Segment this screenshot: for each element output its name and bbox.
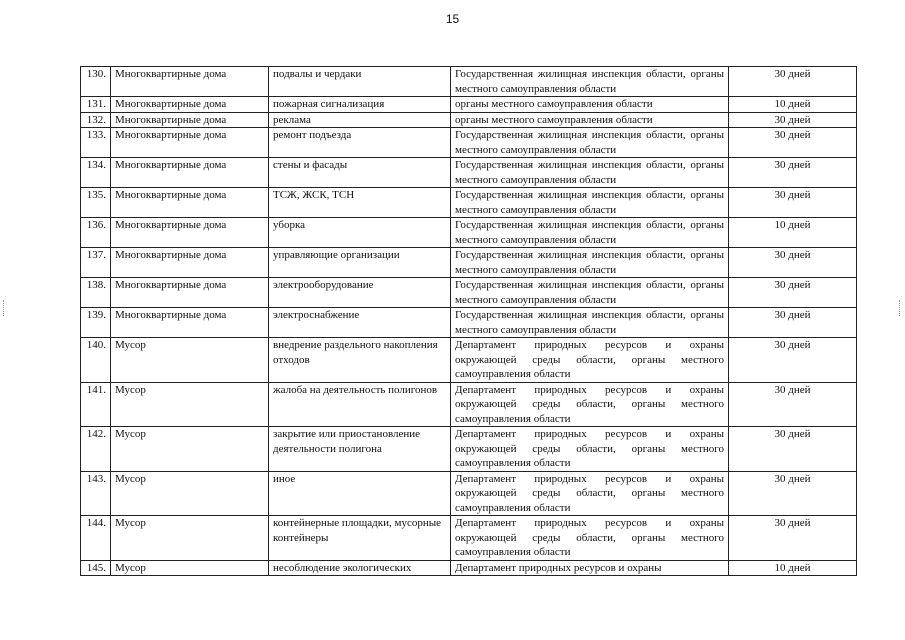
table-row	[81, 308, 857, 338]
deadline-cell-text: 10 дней	[774, 219, 811, 231]
topic-cell	[269, 278, 451, 308]
row-number	[81, 278, 111, 308]
agency-cell-text: Департамент природных ресурсов и охраны окружающей среды области, органы местного самоуправления области	[455, 517, 724, 558]
table-row	[81, 97, 857, 113]
deadline-cell	[729, 338, 857, 383]
deadline-cell	[729, 128, 857, 158]
agency-cell	[451, 128, 729, 158]
topic-cell	[269, 67, 451, 97]
topic-cell-text: контейнерные площадки, мусорные контейнеры	[273, 517, 441, 544]
category-cell	[111, 308, 269, 338]
agency-cell-text: органы местного самоуправления области	[455, 113, 653, 126]
row-number-text: 135.	[86, 189, 106, 201]
agency-cell-text: Государственная жилищная инспекция области, органы местного самоуправления области	[455, 189, 724, 216]
topic-cell	[269, 97, 451, 113]
agency-cell-text: Государственная жилищная инспекция области, органы местного самоуправления области	[455, 129, 724, 156]
category-cell	[111, 248, 269, 278]
agency-cell-text: Государственная жилищная инспекция области, органы местного самоуправления области	[455, 159, 724, 186]
category-cell-text: Многоквартирные дома	[115, 279, 227, 291]
row-number	[81, 308, 111, 338]
agency-cell	[451, 471, 729, 516]
category-cell	[111, 382, 269, 427]
table-row	[81, 382, 857, 427]
deadline-cell	[729, 158, 857, 188]
table-row	[81, 158, 857, 188]
row-number-text: 141.	[86, 383, 106, 396]
deadline-cell-text: 30 дней	[774, 129, 811, 141]
agency-cell	[451, 382, 729, 427]
topic-cell-text: пожарная сигнализация	[273, 98, 385, 110]
deadline-cell	[729, 248, 857, 278]
topic-cell	[269, 248, 451, 278]
row-number	[81, 188, 111, 218]
category-cell	[111, 158, 269, 188]
agency-cell	[451, 427, 729, 472]
row-number	[81, 427, 111, 472]
row-number-text: 143.	[86, 472, 106, 485]
table-row	[81, 560, 857, 575]
category-cell	[111, 516, 269, 561]
deadline-cell-text: 30 дней	[774, 383, 811, 396]
agency-cell	[451, 112, 729, 128]
agency-cell	[451, 516, 729, 561]
category-cell	[111, 188, 269, 218]
topic-cell-text: стены и фасады	[273, 159, 348, 171]
deadline-cell	[729, 67, 857, 97]
topic-cell-text: управляющие организации	[273, 249, 400, 261]
row-number	[81, 97, 111, 113]
row-number	[81, 382, 111, 427]
deadline-cell	[729, 308, 857, 338]
category-cell-text: Многоквартирные дома	[115, 129, 227, 141]
table-row	[81, 471, 857, 516]
topic-cell-text: ремонт подъезда	[273, 129, 352, 141]
agency-cell	[451, 218, 729, 248]
category-cell-text: Многоквартирные дома	[115, 113, 227, 126]
category-cell-text: Мусор	[115, 472, 146, 485]
agency-cell-text: Департамент природных ресурсов и охраны	[455, 561, 662, 574]
agency-cell-text: Государственная жилищная инспекция области, органы местного самоуправления области	[455, 309, 724, 336]
agency-cell	[451, 67, 729, 97]
agency-cell	[451, 560, 729, 575]
row-number	[81, 248, 111, 278]
deadline-cell	[729, 218, 857, 248]
deadline-cell	[729, 427, 857, 472]
row-number-text: 137.	[86, 249, 106, 261]
topic-cell-text: внедрение раздельного накопления отходов	[273, 339, 438, 366]
row-number	[81, 128, 111, 158]
deadline-cell	[729, 471, 857, 516]
row-number	[81, 338, 111, 383]
topic-cell-text: уборка	[273, 219, 306, 231]
row-number	[81, 560, 111, 575]
deadline-cell-text: 30 дней	[774, 113, 811, 126]
agency-cell-text: Департамент природных ресурсов и охраны окружающей среды области, органы местного самоуправления области	[455, 383, 724, 425]
row-number	[81, 516, 111, 561]
row-number-text: 133.	[86, 129, 106, 141]
registry-table-body	[81, 67, 857, 576]
deadline-cell	[729, 188, 857, 218]
topic-cell-text: подвалы и чердаки	[273, 68, 362, 80]
category-cell	[111, 427, 269, 472]
topic-cell	[269, 128, 451, 158]
category-cell	[111, 97, 269, 113]
agency-cell	[451, 97, 729, 113]
agency-cell-text: Государственная жилищная инспекция области, органы местного самоуправления области	[455, 68, 724, 95]
table-row	[81, 112, 857, 128]
deadline-cell	[729, 560, 857, 575]
deadline-cell-text: 30 дней	[774, 472, 811, 485]
row-number	[81, 112, 111, 128]
topic-cell	[269, 427, 451, 472]
row-number-text: 130.	[86, 68, 106, 80]
topic-cell	[269, 338, 451, 383]
deadline-cell-text: 30 дней	[774, 517, 811, 529]
topic-cell	[269, 112, 451, 128]
table-row	[81, 218, 857, 248]
row-number	[81, 471, 111, 516]
deadline-cell-text: 30 дней	[774, 339, 811, 351]
topic-cell-text: иное	[273, 472, 296, 485]
deadline-cell-text: 10 дней	[774, 561, 811, 574]
deadline-cell-text: 30 дней	[774, 159, 811, 171]
topic-cell	[269, 516, 451, 561]
category-cell-text: Мусор	[115, 383, 146, 396]
topic-cell	[269, 560, 451, 575]
agency-cell	[451, 158, 729, 188]
topic-cell-text: несоблюдение экологических	[273, 561, 412, 574]
deadline-cell	[729, 516, 857, 561]
row-number-text: 142.	[86, 428, 106, 440]
topic-cell	[269, 471, 451, 516]
category-cell	[111, 560, 269, 575]
agency-cell	[451, 278, 729, 308]
deadline-cell-text: 10 дней	[774, 98, 811, 110]
agency-cell-text: Государственная жилищная инспекция области, органы местного самоуправления области	[455, 249, 724, 276]
topic-cell-text: закрытие или приостановление деятельности полигона	[273, 428, 421, 455]
deadline-cell	[729, 382, 857, 427]
category-cell	[111, 67, 269, 97]
topic-cell-text: электрооборудование	[273, 279, 374, 291]
row-number-text: 136.	[86, 219, 106, 231]
topic-cell	[269, 218, 451, 248]
category-cell-text: Многоквартирные дома	[115, 309, 227, 321]
agency-cell-text: Государственная жилищная инспекция области, органы местного самоуправления области	[455, 219, 724, 246]
deadline-cell-text: 30 дней	[774, 68, 811, 80]
row-number-text: 138.	[86, 279, 106, 291]
deadline-cell	[729, 97, 857, 113]
category-cell-text: Мусор	[115, 339, 146, 351]
agency-cell	[451, 338, 729, 383]
deadline-cell-text: 30 дней	[774, 189, 811, 201]
agency-cell-text: органы местного самоуправления области	[455, 98, 653, 110]
scan-edge-mark-right	[899, 300, 902, 316]
topic-cell	[269, 308, 451, 338]
table-row	[81, 338, 857, 383]
category-cell-text: Мусор	[115, 428, 146, 440]
category-cell	[111, 112, 269, 128]
row-number-text: 132.	[86, 113, 106, 126]
agency-cell	[451, 188, 729, 218]
agency-cell	[451, 308, 729, 338]
row-number	[81, 158, 111, 188]
deadline-cell-text: 30 дней	[774, 309, 811, 321]
deadline-cell	[729, 112, 857, 128]
deadline-cell-text: 30 дней	[774, 428, 811, 440]
topic-cell-text: электроснабжение	[273, 309, 360, 321]
row-number-text: 144.	[86, 517, 106, 529]
row-number-text: 131.	[86, 98, 106, 110]
agency-cell-text: Департамент природных ресурсов и охраны окружающей среды области, органы местного самоуправления области	[455, 428, 724, 469]
table-row	[81, 188, 857, 218]
topic-cell	[269, 382, 451, 427]
registry-table	[80, 66, 857, 576]
row-number	[81, 67, 111, 97]
table-row	[81, 516, 857, 561]
row-number-text: 139.	[86, 309, 106, 321]
category-cell	[111, 128, 269, 158]
category-cell	[111, 338, 269, 383]
category-cell-text: Многоквартирные дома	[115, 159, 227, 171]
agency-cell-text: Департамент природных ресурсов и охраны окружающей среды области, органы местного самоуправления области	[455, 472, 724, 514]
category-cell-text: Мусор	[115, 561, 146, 574]
deadline-cell-text: 30 дней	[774, 249, 811, 261]
table-row	[81, 427, 857, 472]
deadline-cell-text: 30 дней	[774, 279, 811, 291]
row-number	[81, 218, 111, 248]
topic-cell	[269, 158, 451, 188]
category-cell-text: Многоквартирные дома	[115, 219, 227, 231]
category-cell-text: Многоквартирные дома	[115, 189, 227, 201]
category-cell	[111, 278, 269, 308]
category-cell-text: Многоквартирные дома	[115, 98, 227, 110]
table-row	[81, 278, 857, 308]
deadline-cell	[729, 278, 857, 308]
category-cell-text: Мусор	[115, 517, 146, 529]
scan-edge-mark-left	[3, 300, 6, 316]
row-number-text: 145.	[86, 561, 106, 574]
topic-cell	[269, 188, 451, 218]
table-row	[81, 248, 857, 278]
category-cell	[111, 471, 269, 516]
table-row	[81, 128, 857, 158]
category-cell-text: Многоквартирные дома	[115, 249, 227, 261]
page-number: 15	[445, 12, 460, 26]
topic-cell-text: жалоба на деятельность полигонов	[273, 383, 438, 396]
topic-cell-text: реклама	[273, 113, 311, 126]
row-number-text: 134.	[86, 159, 106, 171]
category-cell	[111, 218, 269, 248]
topic-cell-text: ТСЖ, ЖСК, ТСН	[273, 189, 355, 201]
agency-cell	[451, 248, 729, 278]
row-number-text: 140.	[86, 339, 106, 351]
agency-cell-text: Департамент природных ресурсов и охраны окружающей среды области, органы местного самоуправления области	[455, 339, 724, 380]
agency-cell-text: Государственная жилищная инспекция области, органы местного самоуправления области	[455, 279, 724, 306]
table-row	[81, 67, 857, 97]
category-cell-text: Многоквартирные дома	[115, 68, 227, 80]
